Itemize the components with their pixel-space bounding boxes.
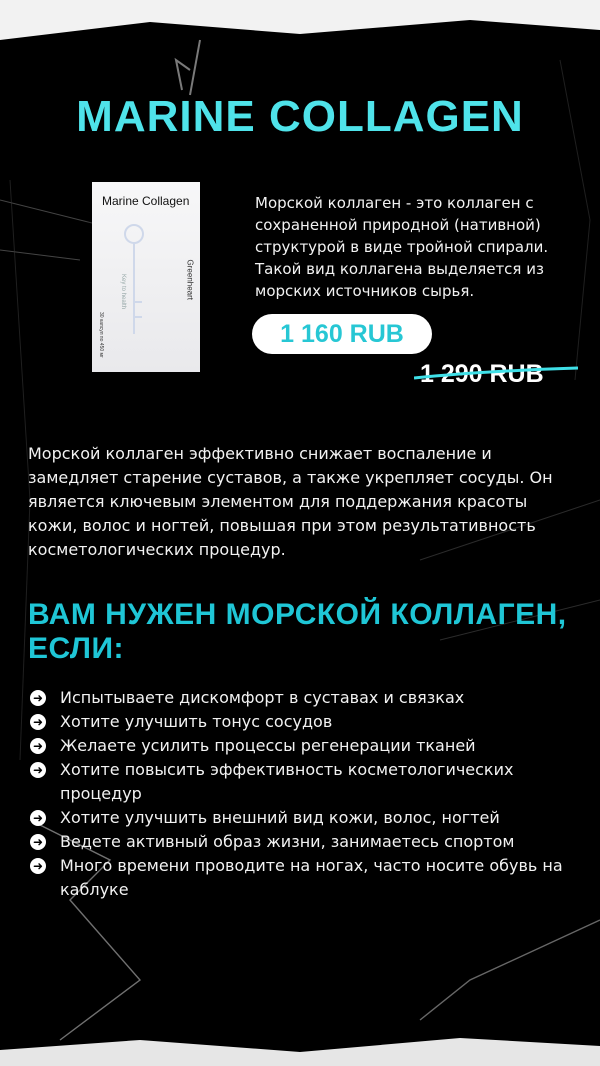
- list-item-text: Хотите улучшить тонус сосудов: [60, 712, 333, 731]
- list-item-text: Испытываете дискомфорт в суставах и связках: [60, 688, 465, 707]
- product-box-count: 30 капсул по 450 мг: [98, 312, 104, 358]
- description: Морской коллаген эффективно снижает воспаление и замедляет старение суставов, а также укрепляет сосуды. Он является ключевым элементом для поддержания красоты кожи, волос и ногтей, повышая при этом результативность косметологических процедур.: [28, 444, 553, 559]
- lead-text: Морской коллаген - это коллаген с сохраненной природной (нативной) структурой в виде тройной спирали. Такой вид коллагена выделяется из морских источников сырья.: [255, 194, 549, 300]
- list-item: [28, 806, 588, 830]
- list-item: [28, 710, 588, 734]
- list-item: [28, 758, 588, 806]
- product-box-tag: Key to health: [120, 274, 126, 310]
- arrow-circle-icon: ➜: [30, 690, 46, 706]
- current-price: 1 160 RUB: [252, 314, 432, 354]
- product-box-brand: Greenheart: [185, 259, 194, 300]
- benefits-list: [28, 686, 588, 902]
- product-key-graphic: [122, 222, 170, 342]
- section-heading: ВАМ НУЖЕН МОРСКОЙ КОЛЛАГЕН, ЕСЛИ:: [28, 598, 567, 665]
- list-item-text: Ведете активный образ жизни, занимаетесь спортом: [60, 832, 515, 851]
- list-item: [28, 854, 588, 902]
- list-item-text: Хотите повысить эффективность косметологических процедур: [60, 760, 514, 803]
- product-image: [92, 182, 200, 372]
- page-title: MARINE COLLAGEN: [76, 92, 524, 141]
- arrow-circle-icon: ➜: [30, 834, 46, 850]
- strikethrough-mark: [414, 364, 578, 386]
- arrow-circle-icon: ➜: [30, 738, 46, 754]
- list-item-text: Много времени проводите на ногах, часто носите обувь на каблуке: [60, 856, 563, 899]
- list-item-text: Хотите улучшить внешний вид кожи, волос, ногтей: [60, 808, 500, 827]
- list-item: [28, 830, 588, 854]
- product-box-name: Marine Collagen: [102, 194, 190, 208]
- old-price: 1 290 RUB: [420, 360, 544, 388]
- arrow-circle-icon: ➜: [30, 762, 46, 778]
- list-item-text: Желаете усилить процессы регенерации тканей: [60, 736, 476, 755]
- arrow-circle-icon: ➜: [30, 858, 46, 874]
- arrow-circle-icon: ➜: [30, 714, 46, 730]
- arrow-circle-icon: ➜: [30, 810, 46, 826]
- list-item: [28, 734, 588, 758]
- list-item: [28, 686, 588, 710]
